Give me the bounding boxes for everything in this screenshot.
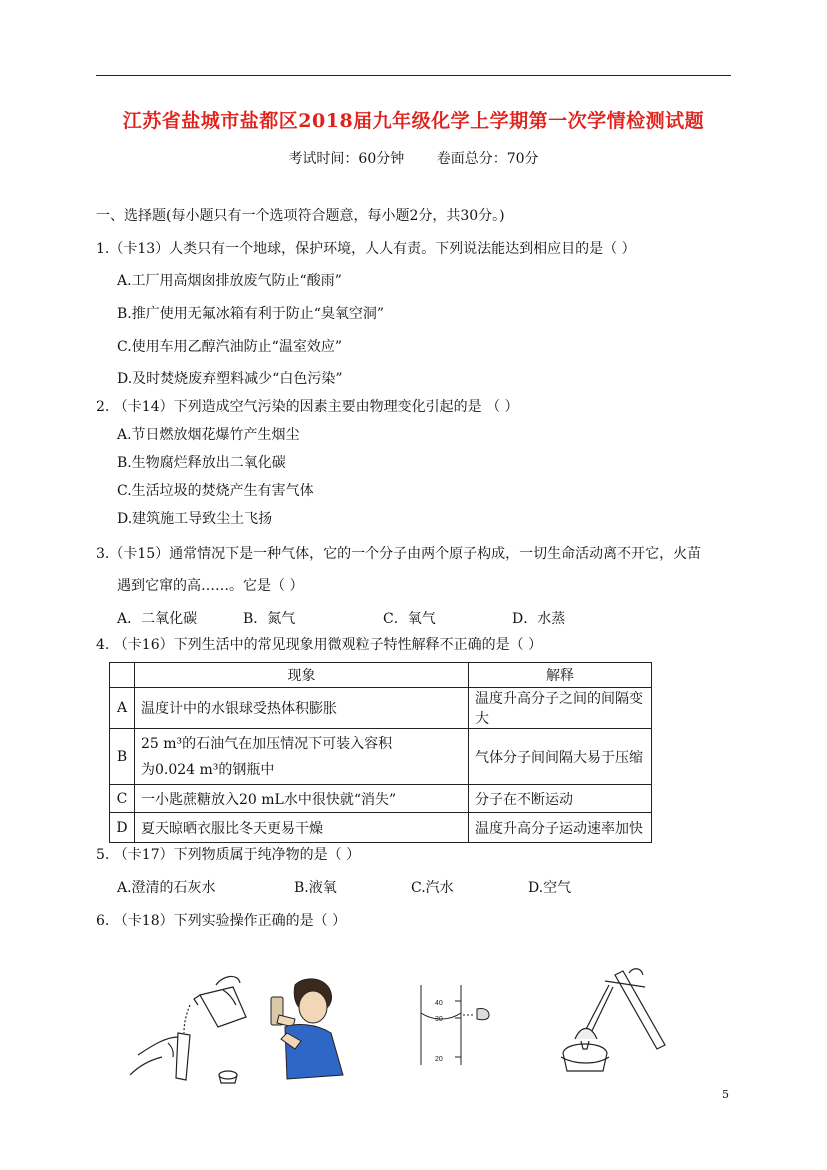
q5-option-a: A.澄清的石灰水 — [117, 880, 216, 896]
row-phenomenon: 温度计中的水银球受热体积膨胀 — [135, 688, 469, 729]
row-explanation: 分子在不断运动 — [469, 785, 652, 813]
pouring-liquid-figure — [128, 965, 258, 1085]
row-phenomenon-line: 为0.024 m³的钢瓶中 — [141, 761, 275, 778]
q5-stem: 5. （卡17）下列物质属于纯净物的是（ ） — [96, 847, 361, 863]
q2-option-c: C.生活垃圾的焚烧产生有害气体 — [117, 483, 314, 499]
q3-option-d: D．水蒸 — [512, 611, 566, 627]
row-explanation: 温度升高分子运动速率加快 — [469, 813, 652, 843]
row-phenomenon: 夏天晾晒衣服比冬天更易干燥 — [135, 813, 469, 843]
q5-option-d: D.空气 — [528, 880, 572, 896]
cylinder-reading-figure — [415, 985, 505, 1065]
table-header-cell — [110, 663, 135, 688]
q5-option-b: B.液氧 — [294, 880, 337, 896]
table-row — [110, 785, 652, 813]
q2-option-b: B.生物腐烂释放出二氧化碳 — [117, 455, 286, 471]
q4-table — [109, 662, 652, 843]
table-row — [110, 688, 652, 729]
cylinder-tick-30: 30 — [435, 1016, 443, 1023]
q1-stem: 1.（卡13）人类只有一个地球，保护环境，人人有责。下列说法能达到相应目的是（ ） — [96, 241, 636, 257]
q3-option-c: C．氧气 — [383, 611, 436, 627]
row-label: B — [110, 729, 135, 785]
page-title: 江苏省盐城市盐都区2018届九年级化学上学期第一次学情检测试题 — [122, 110, 705, 132]
q3-option-a: A．二氧化碳 — [117, 611, 198, 627]
q2-stem: 2. （卡14）下列造成空气污染的因素主要由物理变化引起的是 （ ） — [96, 399, 519, 415]
smelling-gas-figure — [265, 975, 350, 1085]
section-heading: 一、选择题(每小题只有一个选项符合题意，每小题2分，共30分。) — [96, 208, 505, 224]
q2-option-d: D.建筑施工导致尘土飞扬 — [117, 511, 273, 527]
header-rule — [96, 75, 731, 76]
q1-option-a: A.工厂用高烟囱排放废气防止“酸雨” — [117, 273, 342, 289]
total-score: 卷面总分：70分 — [436, 151, 539, 167]
exam-time: 考试时间：60分钟 — [288, 151, 405, 167]
q4-stem: 4. （卡16）下列生活中的常见现象用微观粒子特性解释不正确的是（ ） — [96, 637, 543, 653]
row-label: D — [110, 813, 135, 843]
row-phenomenon: 一小匙蔗糖放入20 mL水中很快就“消失” — [135, 785, 469, 813]
table-row — [110, 729, 652, 785]
exam-info — [0, 148, 827, 168]
table-header-row — [110, 663, 652, 688]
q3-stem-line1: 3.（卡15）通常情况下是一种气体，它的一个分子由两个原子构成，一切生命活动离不开它，火苗 — [96, 546, 702, 562]
q1-option-d: D.及时焚烧废弃塑料减少“白色污染” — [117, 371, 343, 387]
q3-stem-line2: 遇到它窜的高……。它是（ ） — [117, 578, 304, 594]
row-phenomenon-line: 25 m³的石油气在加压情况下可装入容积 — [141, 735, 393, 752]
q1-option-b: B.推广使用无氟冰箱有利于防止“臭氧空洞” — [117, 306, 385, 322]
row-explanation: 气体分子间间隔大易于压缩 — [469, 729, 652, 785]
row-explanation: 温度升高分子之间的间隔变大 — [469, 688, 652, 729]
table-row — [110, 813, 652, 843]
cylinder-tick-20: 20 — [435, 1056, 443, 1063]
row-label: A — [110, 688, 135, 729]
row-label: C — [110, 785, 135, 813]
heating-test-tube-figure — [545, 965, 685, 1080]
page-number: 5 — [722, 1088, 729, 1101]
q1-option-c: C.使用车用乙醇汽油防止“温室效应” — [117, 339, 342, 355]
cylinder-tick-40: 40 — [435, 1000, 443, 1007]
q5-option-c: C.汽水 — [411, 880, 454, 896]
table-header-cell: 解释 — [469, 663, 652, 688]
row-phenomenon — [135, 729, 469, 785]
table-header-cell: 现象 — [135, 663, 469, 688]
q6-stem: 6. （卡18）下列实验操作正确的是（ ） — [96, 913, 347, 929]
q2-option-a: A.节日燃放烟花爆竹产生烟尘 — [117, 427, 300, 443]
q3-option-b: B．氮气 — [243, 611, 296, 627]
